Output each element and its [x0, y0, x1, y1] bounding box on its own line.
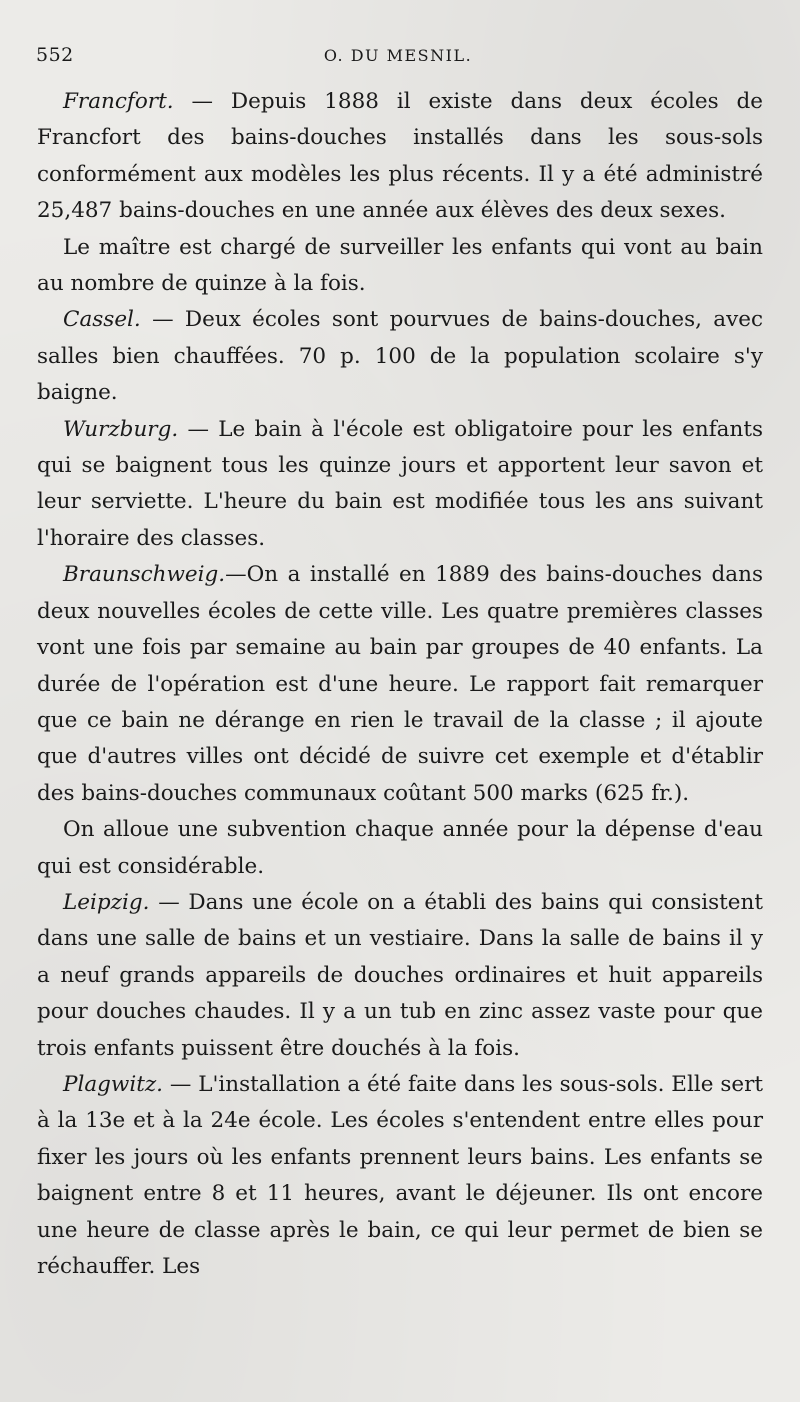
paragraph-surveillance	[37, 230, 763, 303]
paragraph-text: — Le bain à l'école est obligatoire pour les enfants qui se baignent tous les quinze jours et apportent leur savon et leur serviette. L'heure du bain est modifiée tous les ans suivant l'horaire des classes.	[37, 416, 763, 551]
paragraph-text: —On a installé en 1889 des bains-douches dans deux nouvelles écoles de cette ville. Les quatre premières classes vont une fois par semaine au bain par groupes de 40 enfants. La durée de l'opération est d'une heure. Le rapport fait remarquer que ce bain ne dérange en rien le travail de la classe ; il ajoute que d'autres villes ont décidé de suivre cet exemple et d'établir des bains-douches communaux coûtant 500 marks (625 fr.).	[37, 562, 763, 806]
page-number: 552	[36, 44, 74, 66]
place-name: Cassel.	[63, 307, 141, 333]
paragraph-text: Le maître est chargé de surveiller les enfants qui vont au bain au nombre de quinze à la fois.	[37, 234, 763, 297]
place-name: Leipzig.	[63, 889, 150, 915]
paragraph-text: On alloue une subvention chaque année pour la dépense d'eau qui est considérable.	[37, 817, 763, 879]
paragraph-wurzburg	[37, 412, 763, 558]
paragraph-text: — Deux écoles sont pourvues de bains-douches, avec salles bien chauffées. 70 p. 100 de la population scolaire s'y baigne.	[37, 307, 763, 406]
paragraph-braunschweig	[37, 557, 763, 812]
paragraph-leipzig	[37, 885, 763, 1067]
paragraph-subvention	[37, 812, 763, 885]
body-text	[37, 84, 763, 1285]
paragraph-text: — Depuis 1888 il existe dans deux écoles de Francfort des bains-douches installés dans les sous-sols conformément aux modèles les plus récents. Il y a été administré 25,487 bains-douches en une année aux élèves des deux sexes.	[37, 89, 763, 224]
running-head: O. DU MESNIL.	[323, 46, 473, 65]
place-name: Braunschweig.	[63, 562, 226, 588]
paragraph-plagwitz	[37, 1067, 763, 1285]
place-name: Plagwitz.	[63, 1071, 164, 1097]
paragraph-francfort	[37, 84, 763, 230]
place-name: Wurzburg.	[63, 416, 179, 442]
page-header	[36, 44, 760, 74]
paragraph-text: — Dans une école on a établi des bains qui consistent dans une salle de bains et un vestiaire. Dans la salle de bains il y a neuf grands appareils de douches ordinaires et huit appareils pour douches chaudes. Il y a un tub en zinc assez vaste pour que trois enfants puissent être douchés à la fois.	[37, 889, 763, 1061]
place-name: Francfort.	[63, 89, 174, 114]
paragraph-cassel	[37, 302, 763, 411]
paragraph-text: — L'installation a été faite dans les sous-sols. Elle sert à la 13e et à la 24e école. Les écoles s'entendent entre elles pour fixer les jours où les enfants prennent leurs bains. Les enfants se baignent entre 8 et 11 heures, avant le déjeuner. Ils ont encore une heure de classe après le bain, ce qui leur permet de bien se réchauffer. Les	[37, 1071, 763, 1279]
